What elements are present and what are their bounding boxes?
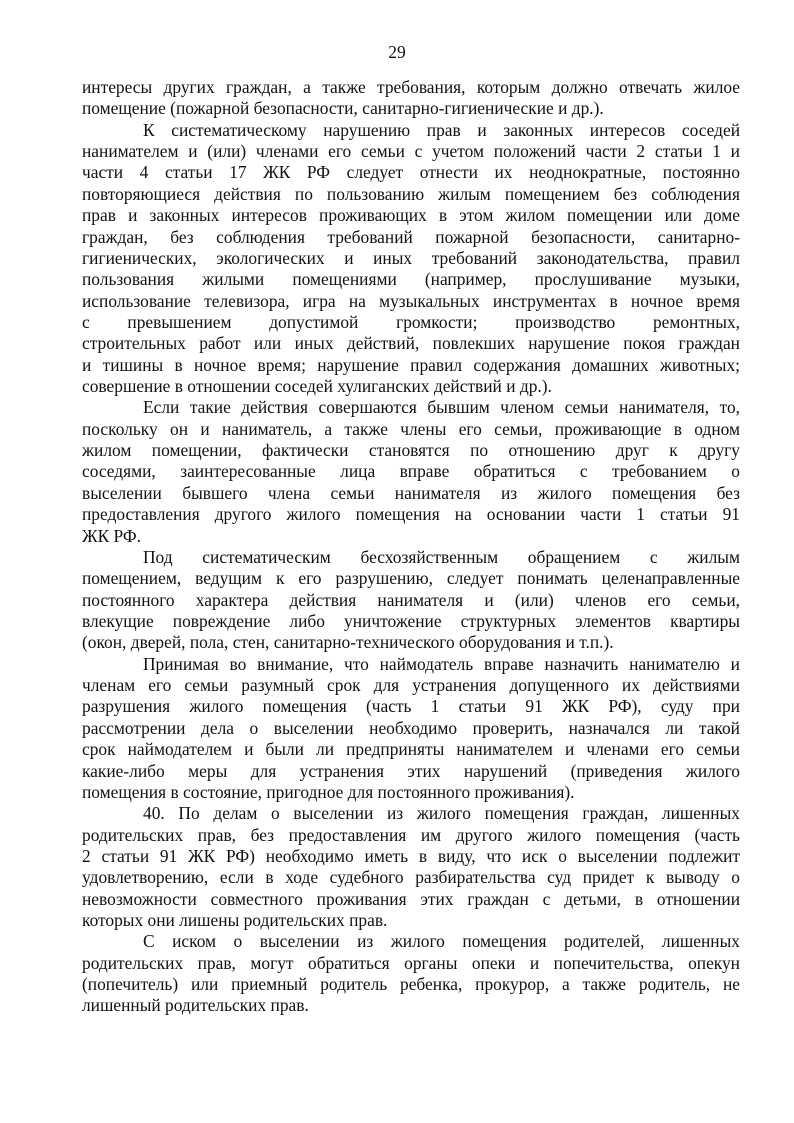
text-line: невозможности совместного проживания этих граждан с детьми, в отношении bbox=[82, 888, 740, 909]
text-line: С иском о выселении из жилого помещения родителей, лишенных bbox=[143, 931, 740, 952]
text-line: поскольку он и наниматель, а также члены его семьи, проживающие в одном bbox=[82, 418, 740, 439]
text-line: интересы других граждан, а также требования, которым должно отвечать жилое bbox=[82, 77, 740, 97]
text-line: 40. По делам о выселении из жилого помещения граждан, лишенных bbox=[143, 803, 740, 824]
text-line: нанимателем и (или) членами его семьи с учетом положений части 2 статьи 1 и bbox=[82, 141, 740, 162]
text-line: родительских прав, могут обратиться органы опеки и попечительства, опекун bbox=[82, 952, 740, 973]
text-line: постоянного характера действия нанимателя и (или) членов его семьи, bbox=[82, 589, 740, 610]
page-number: 29 bbox=[388, 42, 406, 62]
paragraph bbox=[82, 803, 740, 931]
text-line: которых они лишены родительских прав. bbox=[82, 910, 388, 931]
text-line: срок наймодателем и были ли предприняты нанимателем и членами его семьи bbox=[82, 739, 740, 760]
text-line: членам его семьи разумный срок для устранения допущенного их действиями bbox=[82, 675, 740, 696]
text-line: (окон, дверей, пола, стен, санитарно-технического оборудования и т.п.). bbox=[82, 632, 614, 653]
paragraph bbox=[82, 120, 740, 398]
paragraph bbox=[82, 547, 740, 654]
paragraph bbox=[82, 77, 740, 120]
text-line: (попечитель) или приемный родитель ребенка, прокурор, а также родитель, не bbox=[82, 974, 740, 995]
text-line: влекущие повреждение либо уничтожение структурных элементов квартиры bbox=[82, 610, 740, 631]
text-line: помещения в состояние, пригодное для постоянного проживания). bbox=[82, 781, 575, 802]
text-line: соседями, заинтересованные лица вправе обратиться с требованием о bbox=[82, 461, 740, 482]
text-line: с превышением допустимой громкости; производство ремонтных, bbox=[82, 311, 740, 332]
text-line: К систематическому нарушению прав и законных интересов соседей bbox=[143, 119, 740, 140]
text-line: лишенный родительских прав. bbox=[82, 995, 309, 1016]
text-line: Принимая во внимание, что наймодатель вправе назначить нанимателю и bbox=[143, 653, 740, 674]
text-line: граждан, без соблюдения требований пожарной безопасности, санитарно- bbox=[82, 226, 740, 247]
text-line: помещением, ведущим к его разрушению, следует понимать целенаправленные bbox=[82, 568, 740, 589]
text-line: гигиенических, экологических и иных требований законодательства, правил bbox=[82, 247, 740, 268]
text-line: прав и законных интересов проживающих в этом жилом помещении или доме bbox=[82, 205, 740, 226]
text-line: какие-либо меры для устранения этих нарушений (приведения жилого bbox=[82, 760, 740, 781]
document-body bbox=[82, 77, 740, 1017]
text-line: 2 статьи 91 ЖК РФ) необходимо иметь в виду, что иск о выселении подлежит bbox=[82, 845, 740, 866]
text-line: пользования жилыми помещениями (например, прослушивание музыки, bbox=[82, 269, 740, 290]
text-line: родительских прав, без предоставления им другого жилого помещения (часть bbox=[82, 824, 740, 845]
text-line: повторяющиеся действия по пользованию жилым помещением без соблюдения bbox=[82, 183, 740, 204]
text-line: строительных работ или иных действий, повлекших нарушение покоя граждан bbox=[82, 333, 740, 354]
text-line: Под систематическим бесхозяйственным обращением с жилым bbox=[143, 546, 740, 567]
text-line: части 4 статьи 17 ЖК РФ следует отнести их неоднократные, постоянно bbox=[82, 162, 740, 183]
text-line: и тишины в ночное время; нарушение правил содержания домашних животных; bbox=[82, 354, 740, 375]
text-line: выселении бывшего члена семьи нанимателя из жилого помещения без bbox=[82, 482, 740, 503]
text-line: удовлетворению, если в ходе судебного разбирательства суд придет к выводу о bbox=[82, 867, 740, 888]
paragraph bbox=[82, 397, 740, 547]
paragraph bbox=[82, 654, 740, 804]
text-line: предоставления другого жилого помещения на основании части 1 статьи 91 bbox=[82, 504, 740, 525]
paragraph bbox=[82, 931, 740, 1016]
text-line: Если такие действия совершаются бывшим членом семьи нанимателя, то, bbox=[143, 397, 740, 418]
text-line: разрушения жилого помещения (часть 1 статьи 91 ЖК РФ), суду при bbox=[82, 696, 740, 717]
text-line: совершение в отношении соседей хулиганских действий и др.). bbox=[82, 376, 552, 397]
text-line: ЖК РФ. bbox=[82, 525, 141, 546]
text-line: помещение (пожарной безопасности, санитарно-гигиенические и др.). bbox=[82, 98, 604, 119]
text-line: использование телевизора, игра на музыкальных инструментах в ночное время bbox=[82, 290, 740, 311]
text-line: рассмотрении дела о выселении необходимо проверить, назначался ли такой bbox=[82, 717, 740, 738]
text-line: жилом помещении, фактически становятся по отношению друг к другу bbox=[82, 440, 740, 461]
